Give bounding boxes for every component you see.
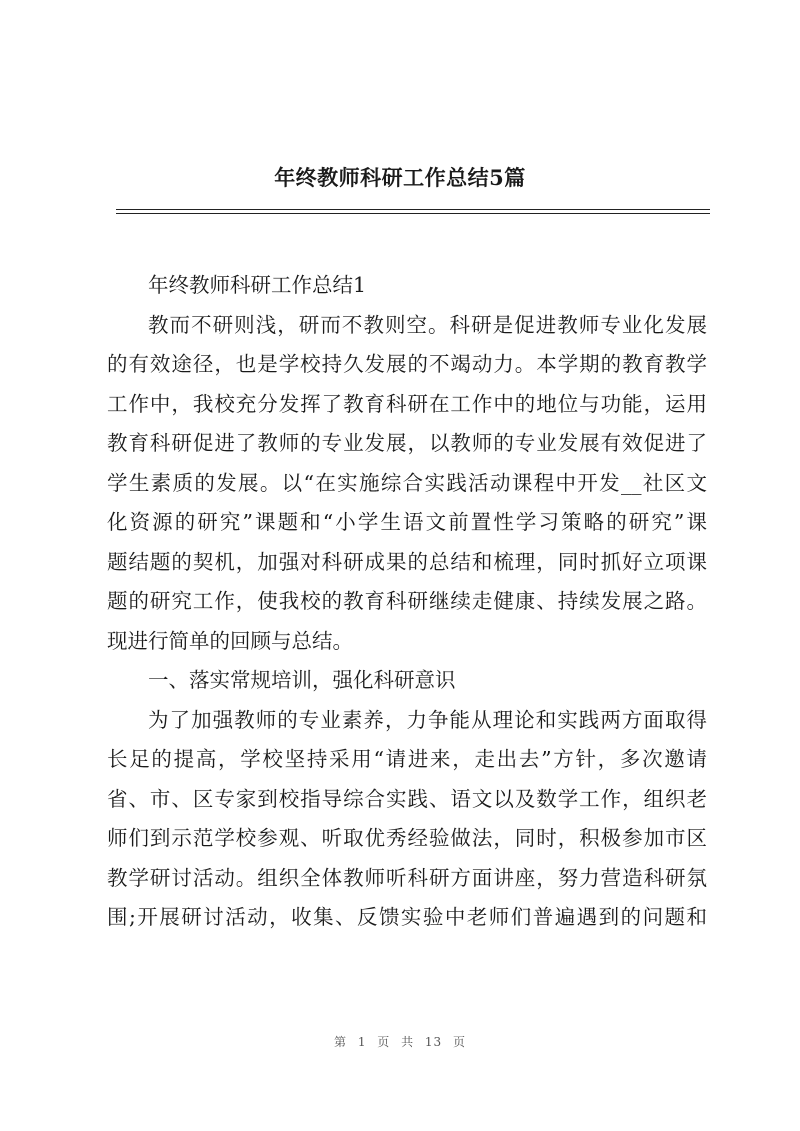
page-footer: 第 1 页 共 13 页 <box>334 1035 466 1049</box>
title-divider-bottom <box>116 213 710 214</box>
paragraph-line: 省、市、区专家到校指导综合实践、语文以及数学工作，组织老 <box>107 786 707 811</box>
paragraph-line: 围;开展研讨活动，收集、反馈实验中老师们普遍遇到的问题和 <box>107 905 707 929</box>
paragraph-line: 为了加强教师的专业素养，力争能从理论和实践两方面取得 <box>148 707 707 732</box>
paragraph-line: 学生素质的发展。以“在实施综合实践活动课程中开发__社区文 <box>107 470 707 495</box>
section-heading: 一、落实常规培训，强化科研意识 <box>148 668 456 692</box>
paragraph-line: 题的研究工作，使我校的教育科研继续走健康、持续发展之路。 <box>107 589 707 613</box>
paragraph-line: 化资源的研究”课题和“小学生语文前置性学习策略的研究”课 <box>107 510 707 534</box>
paragraph-line: 教学研讨活动。组织全体教师听科研方面讲座，努力营造科研氛 <box>107 865 707 890</box>
title-divider-top <box>116 209 710 210</box>
paragraph-line: 长足的提高，学校坚持采用“请进来，走出去”方针，多次邀请 <box>107 747 707 771</box>
paragraph-line: 教育科研促进了教师的专业发展，以教师的专业发展有效促进了 <box>107 431 707 455</box>
document-title: 年终教师科研工作总结5篇 <box>274 165 526 190</box>
paragraph-line: 题结题的契机，加强对科研成果的总结和梳理，同时抓好立项课 <box>107 549 707 574</box>
paragraph-line: 教而不研则浅，研而不教则空。科研是促进教师专业化发展 <box>148 312 707 337</box>
paragraph-line: 现进行简单的回顾与总结。 <box>107 628 353 653</box>
document-body <box>107 266 707 938</box>
paragraph-line: 的有效途径，也是学校持久发展的不竭动力。本学期的教育教学 <box>107 352 707 376</box>
section-heading: 年终教师科研工作总结1 <box>148 273 367 297</box>
paragraph-line: 师们到示范学校参观、听取优秀经验做法，同时，积极参加市区 <box>107 826 707 850</box>
paragraph-line: 工作中，我校充分发挥了教育科研在工作中的地位与功能，运用 <box>107 391 707 416</box>
